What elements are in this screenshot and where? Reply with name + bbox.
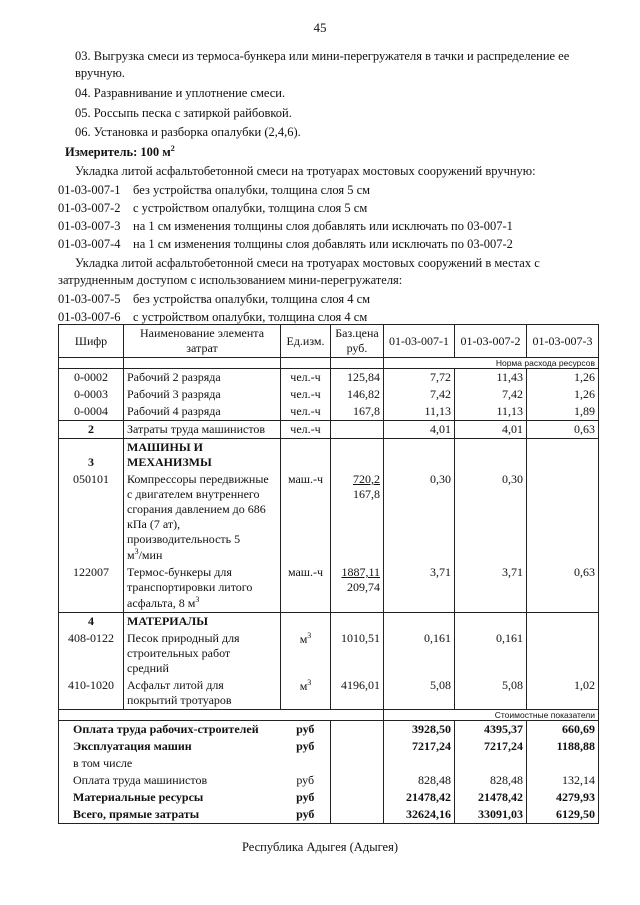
cell: 4,01 [384,421,455,439]
total-label: Всего, прямые затраты [59,806,281,824]
total-label: в том числе [59,755,281,772]
meter-label: Измеритель: 100 $м^2$ [65,144,175,160]
cell: 11,43 [455,369,527,387]
total-value: 3928,50 [384,721,455,739]
cell [124,564,281,613]
total-unit: руб [281,721,331,739]
step-06: 06. Установка и разборка опалубки (2,4,6). [75,125,301,139]
cell: 410-1020 [59,677,124,710]
page-footer: Республика Адыгея (Адыгея) [241,840,399,854]
total-value: 32624,16 [384,806,455,824]
total-row [59,772,599,789]
cell [124,630,281,677]
cell: 3,71 [455,564,527,613]
code-row: 01-03-007-6 [58,310,121,324]
cell: 5,08 [384,677,455,710]
section-title: МЕХАНИЗМЫ [127,455,212,469]
cell: $м^3$ [281,677,331,710]
code-desc: без устройства опалубки, толщина слоя 5 см [133,183,371,197]
cell: 1,26 [527,369,599,387]
cell: 3,71 [384,564,455,613]
cell: 0-0003 [59,386,124,403]
cell: 1,89 [527,403,599,421]
cell: 1010,51 [331,630,384,677]
cell: 0,63 [527,421,599,439]
cell: 4 [59,613,124,631]
cell [59,439,124,472]
name-line: покрытий тротуаров [127,693,232,707]
name-line: Термос-бункеры для [127,565,232,579]
cell [331,471,384,564]
cell: Затраты труда машинистов [124,421,281,439]
total-value: 4395,37 [455,721,527,739]
cell: 0,30 [455,471,527,564]
name-line: с двигателем внутреннего [127,487,260,501]
cell: 2 [59,421,124,439]
cell: 4196,01 [331,677,384,710]
cell: 050101 [59,471,124,564]
resource-table [58,324,599,824]
total-value: 21478,42 [455,789,527,806]
total-unit: руб [281,738,331,755]
total-value: 4279,93 [527,789,599,806]
code-row: 01-03-007-2 [58,201,121,215]
total-row [59,755,599,772]
total-label: Оплата труда рабочих-строителей [59,721,281,739]
cell: Рабочий 4 разряда [124,403,281,421]
code-desc: на 1 см изменения толщины слоя добавлять или исключать по 03-007-2 [133,237,513,251]
total-value: 7217,24 [455,738,527,755]
cell: Рабочий 3 разряда [124,386,281,403]
name-line: производительность 5 [127,532,241,546]
total-unit: руб [281,806,331,824]
norma-caption: Норма расхода ресурсов [384,358,599,369]
total-value: 828,48 [455,772,527,789]
code-row: 01-03-007-5 [58,292,121,306]
total-unit: руб [281,772,331,789]
page-number: 45 [313,20,327,35]
name-line: Песок природный для [127,631,240,645]
total-value: 828,48 [384,772,455,789]
col-header: 01-03-007-2 [455,325,527,358]
cell [331,421,384,439]
total-value: 6129,50 [527,806,599,824]
cell: Рабочий 2 разряда [124,369,281,387]
table-row [59,369,599,387]
table-header-row [59,325,599,358]
col-header: Баз.цена руб. [331,325,384,358]
name-line: средний [127,661,169,675]
intro-2-line2: затрудненным доступом с использованием мини-перегружателя: [58,273,403,287]
total-value: 7217,24 [384,738,455,755]
name-line: $м^3$/мин [127,547,163,562]
total-row [59,738,599,755]
cell: МАТЕРИАЛЫ [124,613,281,631]
cell: 5,08 [455,677,527,710]
step-05: 05. Россыпь песка с затиркой райбовкой. [75,106,292,120]
cell: 0,161 [384,630,455,677]
step-04: 04. Разравнивание и уплотнение смеси. [75,86,286,100]
table-row [59,630,599,677]
table-row [59,677,599,710]
cell [124,439,281,472]
cell: 0-0002 [59,369,124,387]
section-title: МАШИНЫ И [127,440,203,454]
name-line: кПа (7 ат), [127,517,181,531]
cell: $м^3$ [281,630,331,677]
step-03-line2: вручную. [75,66,125,80]
cell: 408-0122 [59,630,124,677]
code-row: 01-03-007-3 [58,219,121,233]
table-row [59,439,599,472]
price: 1887,11 [341,565,380,579]
cell [331,564,384,613]
code-desc: с устройством опалубки, толщина слоя 5 см [133,201,368,215]
cell: 1,02 [527,677,599,710]
table-row [59,471,599,564]
cell: 0-0004 [59,403,124,421]
cell [124,677,281,710]
cell: чел.-ч [281,386,331,403]
cost-caption-row [59,710,599,721]
code-desc: с устройством опалубки, толщина слоя 4 см [133,310,368,324]
cell: чел.-ч [281,421,331,439]
col-header: Ед.изм. [281,325,331,358]
cell: 7,42 [384,386,455,403]
name-line: транспортировки литого [127,580,253,594]
cell: 4,01 [455,421,527,439]
cell [527,630,599,677]
cell: 0,161 [455,630,527,677]
norma-caption-row [59,358,599,369]
total-unit: руб [281,789,331,806]
table-row [59,421,599,439]
intro-1: Укладка литой асфальтобетонной смеси на тротуарах мостовых сооружений вручную: [75,164,536,178]
cell: чел.-ч [281,403,331,421]
total-label: Материальные ресурсы [59,789,281,806]
code-desc: на 1 см изменения толщины слоя добавлять или исключать по 03-007-1 [133,219,513,233]
cell: 0,30 [384,471,455,564]
table-row [59,613,599,631]
cell: 7,72 [384,369,455,387]
step-03-line1: 03. Выгрузка смеси из термоса-бункера или мини-перегружателя в тачки и распределение ее [75,49,570,63]
total-value: 1188,88 [527,738,599,755]
total-value: 21478,42 [384,789,455,806]
name-line: Асфальт литой для [127,678,224,692]
cell: 0,63 [527,564,599,613]
table-row [59,386,599,403]
total-row [59,789,599,806]
total-label: Эксплуатация машин [59,738,281,755]
name-line: Компрессоры передвижные [127,472,269,486]
cell: 122007 [59,564,124,613]
price: 720,2 [353,472,380,486]
cell: чел.-ч [281,369,331,387]
col-header: 01-03-007-3 [527,325,599,358]
cost-caption: Стоимостные показатели [384,710,599,721]
price: 209,74 [347,580,380,594]
total-row [59,721,599,739]
intro-2-line1: Укладка литой асфальтобетонной смеси на тротуарах мостовых сооружений в местах с [75,256,540,270]
name-line: асфальта, 8 $м^3$ [127,595,200,610]
name-line: строительных работ [127,646,231,660]
cell: маш.-ч [281,471,331,564]
total-value: 660,69 [527,721,599,739]
price: 167,8 [353,487,380,501]
cell [124,471,281,564]
cell: 125,84 [331,369,384,387]
cell: 1,26 [527,386,599,403]
total-row [59,806,599,824]
col-header: Шифр [59,325,124,358]
col-header: Наименование элемента затрат [124,325,281,358]
cell: маш.-ч [281,564,331,613]
code-row: 01-03-007-1 [58,183,121,197]
name-line: сгорания давлением до 686 [127,502,266,516]
cell: 11,13 [455,403,527,421]
cell: 11,13 [384,403,455,421]
code-row: 01-03-007-4 [58,237,121,251]
table-row [59,564,599,613]
section-code: 3 [88,455,94,469]
cell: 146,82 [331,386,384,403]
total-label: Оплата труда машинистов [59,772,281,789]
cell: 7,42 [455,386,527,403]
total-value: 132,14 [527,772,599,789]
cell [527,471,599,564]
code-desc: без устройства опалубки, толщина слоя 4 см [133,292,371,306]
table-row [59,403,599,421]
total-value: 33091,03 [455,806,527,824]
col-header: 01-03-007-1 [384,325,455,358]
cell: 167,8 [331,403,384,421]
